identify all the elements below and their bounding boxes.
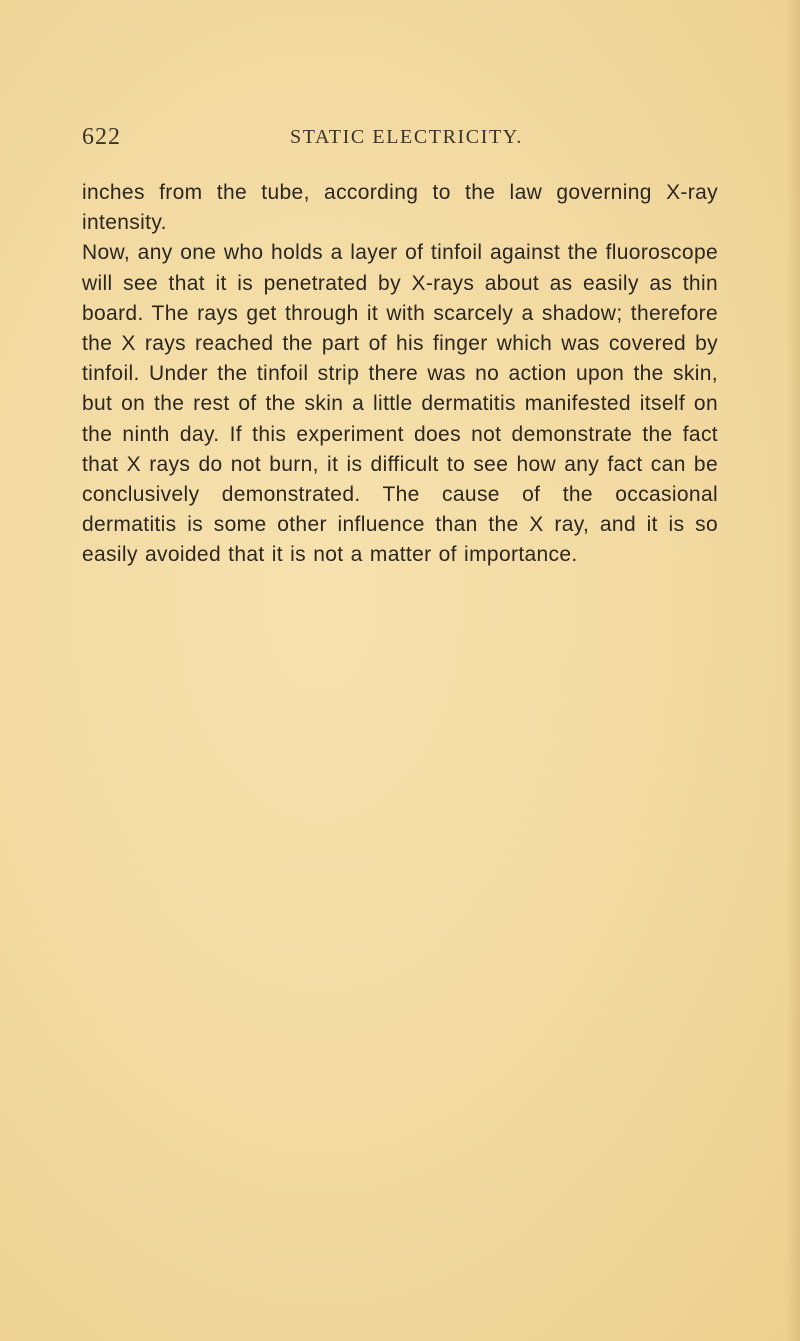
body-text [82,178,718,571]
page-number: 622 [82,124,121,150]
running-head: STATIC ELECTRICITY. [290,126,523,148]
paragraph-continued: inches from the tube, according to the law governing X-ray intensity. [82,181,718,235]
paragraph: Now, any one who holds a layer of tinfoil against the fluoroscope will see that it is penetrated by X-rays about as easily as thin board. The rays get through it with scarcely a shadow; therefore the X rays reached the part of his finger which was covered by tinfoil. Under the tinfoil strip there was no action upon the skin, but on the rest of the skin a little dermatitis manifested itself on the ninth day. If this experiment does not demonstrate the fact that X rays do not burn, it is difficult to see how any fact can be conclusively demonstrated. The cause of the occasional dermatitis is some other influence than the X ray, and it is so easily avoided that it is not a matter of importance. [82,241,718,567]
page-edge [786,0,800,1341]
page-header [82,124,722,164]
